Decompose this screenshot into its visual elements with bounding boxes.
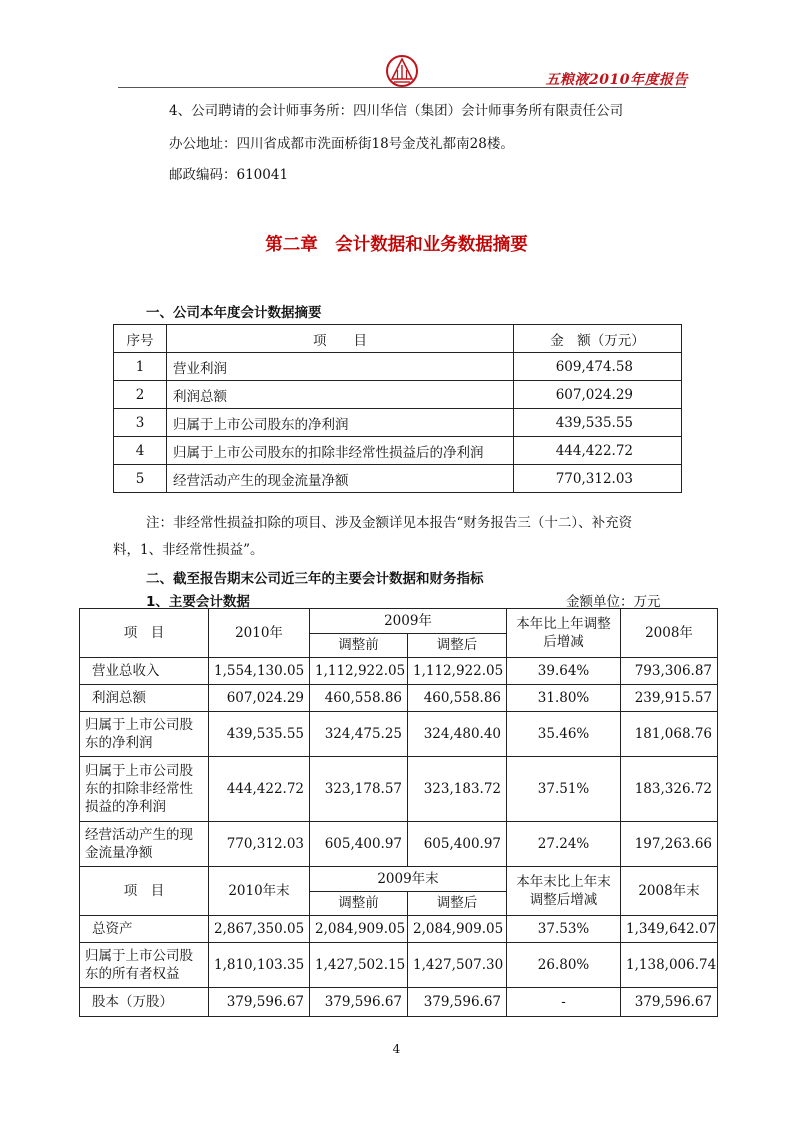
table-header-row	[80, 609, 718, 634]
row-after: 460,558.86	[408, 685, 507, 712]
row-2010: 1,810,103.35	[209, 943, 310, 988]
row-2008: 183,326.72	[621, 757, 718, 822]
table-row	[80, 822, 718, 867]
row-amount: 444,422.72	[514, 437, 682, 465]
row-2008: 197,263.66	[621, 822, 718, 867]
row-item: 归属于上市公司股东的净利润	[167, 409, 514, 437]
row-item: 归属于上市公司股东的扣除非经常性损益的净利润	[80, 757, 209, 822]
row-after: 323,183.72	[408, 757, 507, 822]
row-before: 1,112,922.05	[310, 658, 408, 685]
row-item: 归属于上市公司股东的净利润	[80, 712, 209, 757]
row-2010: 444,422.72	[209, 757, 310, 822]
header-2009-end: 2009年末	[310, 867, 507, 892]
row-item: 营业利润	[167, 353, 514, 381]
header-before: 调整前	[310, 891, 408, 916]
row-2010: 607,024.29	[209, 685, 310, 712]
row-amount: 609,474.58	[514, 353, 682, 381]
row-change: 27.24%	[507, 822, 621, 867]
row-amount: 770,312.03	[514, 465, 682, 493]
table-row	[80, 685, 718, 712]
table-row	[114, 437, 682, 465]
row-change: 31.80%	[507, 685, 621, 712]
header-change-end: 本年末比上年末调整后增减	[507, 867, 621, 916]
row-before: 460,558.86	[310, 685, 408, 712]
table-row	[80, 943, 718, 988]
row-item: 经营活动产生的现金流量净额	[167, 465, 514, 493]
row-item: 经营活动产生的现金流量净额	[80, 822, 209, 867]
row-after: 1,112,922.05	[408, 658, 507, 685]
report-brand-title: 五粮液2010年度报告	[545, 72, 688, 88]
row-change: 37.53%	[507, 916, 621, 943]
row-before: 324,475.25	[310, 712, 408, 757]
section2-subtitle: 1、主要会计数据	[146, 594, 250, 610]
row-item: 总资产	[80, 916, 209, 943]
header-item: 项 目	[80, 867, 209, 916]
chapter-title: 第二章 会计数据和业务数据摘要	[265, 235, 528, 255]
row-number: 2	[114, 381, 167, 409]
row-2010: 379,596.67	[209, 988, 310, 1017]
row-item: 利润总额	[80, 685, 209, 712]
note-line-2: 料，1、非经常性损益”。	[113, 542, 264, 558]
row-number: 3	[114, 409, 167, 437]
row-item: 营业总收入	[80, 658, 209, 685]
key-accounting-data-table	[79, 608, 718, 1017]
row-before: 379,596.67	[310, 988, 408, 1017]
page-number: 4	[392, 1042, 401, 1056]
table-header-row	[80, 867, 718, 892]
office-address-line: 办公地址：四川省成都市洗面桥街18号金茂礼都南28楼。	[169, 136, 514, 152]
note-line-1: 注：非经常性损益扣除的项目、涉及金额详见本报告“财务报告三（十二）、补充资	[146, 515, 633, 531]
row-change: 26.80%	[507, 943, 621, 988]
table-row	[114, 353, 682, 381]
header-cell: 金 额（万元）	[514, 325, 682, 353]
row-after: 379,596.67	[408, 988, 507, 1017]
row-2008: 1,138,006.74	[621, 943, 718, 988]
header-after: 调整后	[408, 891, 507, 916]
row-before: 605,400.97	[310, 822, 408, 867]
header-2008-end: 2008年末	[621, 867, 718, 916]
header-2008: 2008年	[621, 609, 718, 658]
table-header-row	[114, 325, 682, 353]
row-change: -	[507, 988, 621, 1017]
row-number: 4	[114, 437, 167, 465]
row-number: 5	[114, 465, 167, 493]
table-row	[80, 658, 718, 685]
row-2008: 239,915.57	[621, 685, 718, 712]
row-after: 324,480.40	[408, 712, 507, 757]
row-item: 归属于上市公司股东的扣除非经常性损益后的净利润	[167, 437, 514, 465]
table-row	[80, 757, 718, 822]
header-2009: 2009年	[310, 609, 507, 634]
header-divider	[118, 87, 686, 88]
row-2010: 1,554,130.05	[209, 658, 310, 685]
row-change: 39.64%	[507, 658, 621, 685]
accounting-summary-table	[113, 324, 682, 493]
row-amount: 607,024.29	[514, 381, 682, 409]
row-before: 1,427,502.15	[310, 943, 408, 988]
wuliangye-logo-icon	[385, 54, 419, 88]
row-2008: 793,306.87	[621, 658, 718, 685]
row-before: 2,084,909.05	[310, 916, 408, 943]
header-2010-end: 2010年末	[209, 867, 310, 916]
row-before: 323,178.57	[310, 757, 408, 822]
row-2008: 1,349,642.07	[621, 916, 718, 943]
header-cell: 序号	[114, 325, 167, 353]
row-2008: 379,596.67	[621, 988, 718, 1017]
row-amount: 439,535.55	[514, 409, 682, 437]
row-after: 1,427,507.30	[408, 943, 507, 988]
row-2010: 2,867,350.05	[209, 916, 310, 943]
table-row	[80, 916, 718, 943]
row-2010: 439,535.55	[209, 712, 310, 757]
header-cell: 项 目	[167, 325, 514, 353]
row-item: 利润总额	[167, 381, 514, 409]
row-2008: 181,068.76	[621, 712, 718, 757]
section2-title: 二、截至报告期末公司近三年的主要会计数据和财务指标	[146, 571, 484, 587]
header-2010: 2010年	[209, 609, 310, 658]
row-change: 35.46%	[507, 712, 621, 757]
table-row	[80, 712, 718, 757]
header-after: 调整后	[408, 633, 507, 658]
amount-unit-label: 金额单位：万元	[566, 594, 661, 610]
row-2010: 770,312.03	[209, 822, 310, 867]
table-row	[114, 465, 682, 493]
header-item: 项 目	[80, 609, 209, 658]
section1-title: 一、公司本年度会计数据摘要	[146, 305, 322, 321]
header-before: 调整前	[310, 633, 408, 658]
row-number: 1	[114, 353, 167, 381]
row-change: 37.51%	[507, 757, 621, 822]
row-item: 股本（万股）	[80, 988, 209, 1017]
row-after: 605,400.97	[408, 822, 507, 867]
table-row	[114, 409, 682, 437]
table-row	[80, 988, 718, 1017]
postal-code-line: 邮政编码：610041	[169, 167, 289, 183]
header-change: 本年比上年调整后增减	[507, 609, 621, 658]
row-item: 归属于上市公司股东的所有者权益	[80, 943, 209, 988]
accounting-firm-line: 4、公司聘请的会计师事务所：四川华信（集团）会计师事务所有限责任公司	[169, 103, 624, 119]
row-after: 2,084,909.05	[408, 916, 507, 943]
table-row	[114, 381, 682, 409]
